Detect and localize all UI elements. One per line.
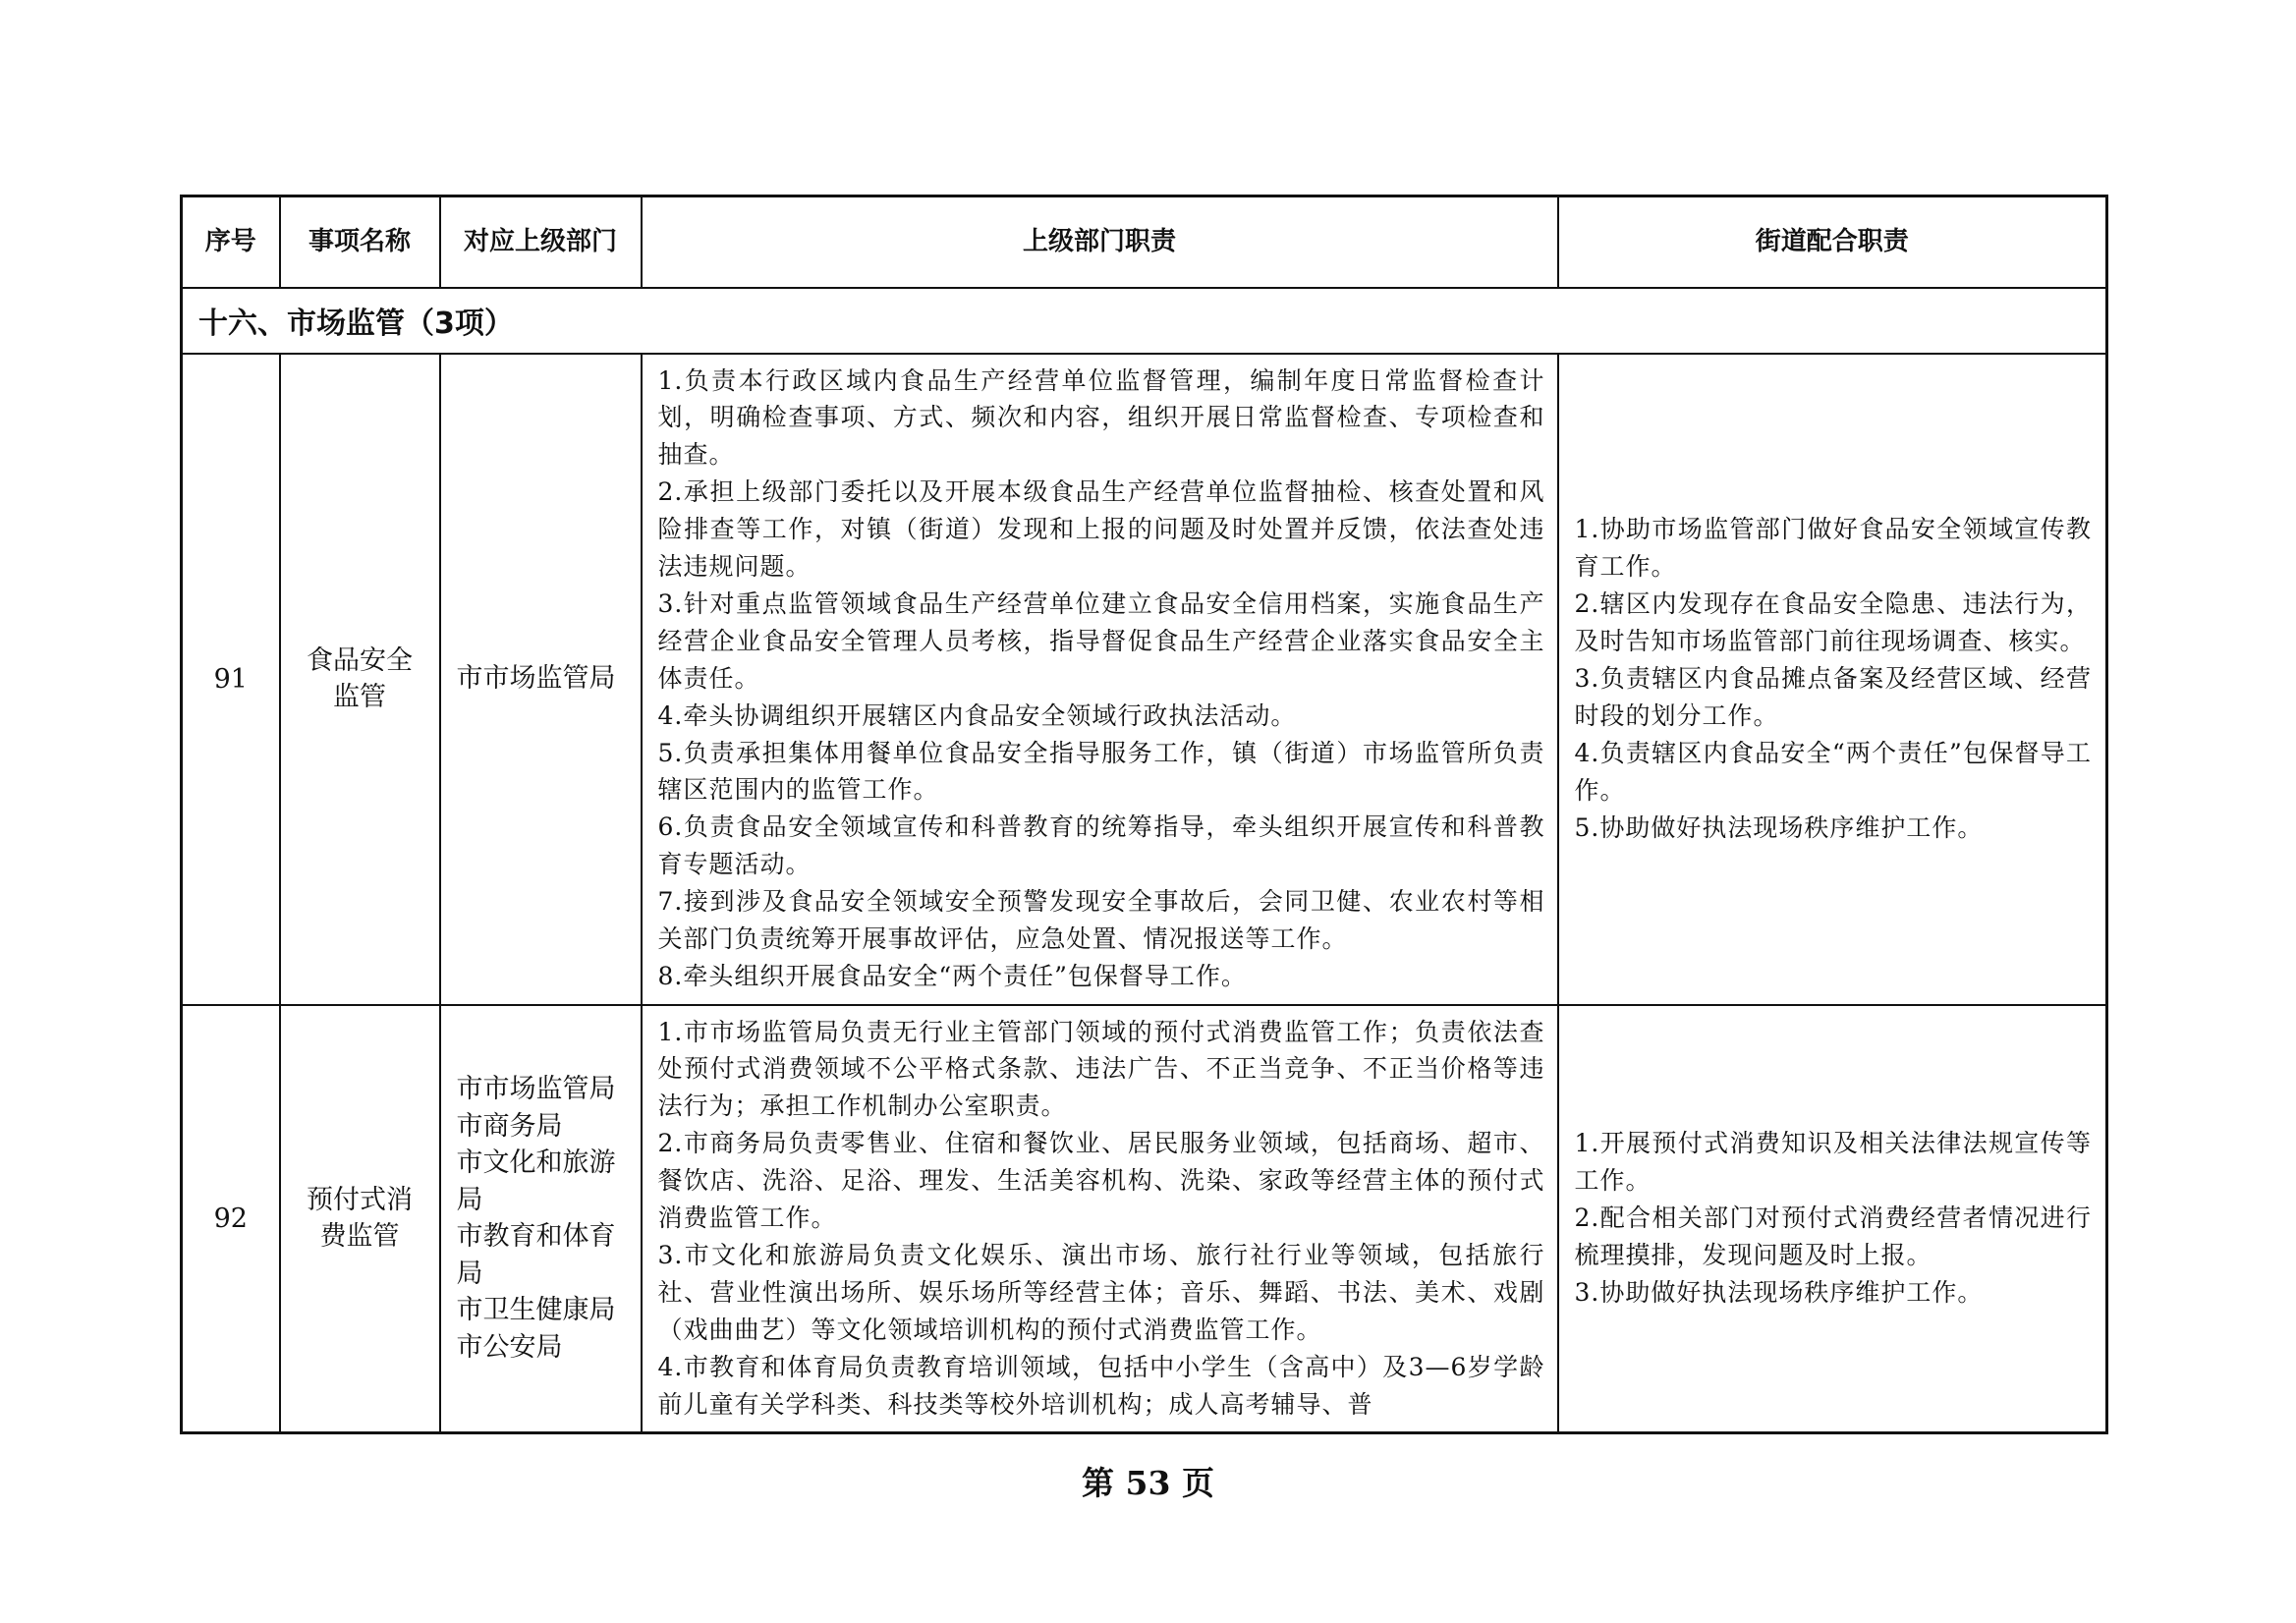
department-item: 市市场监管局 <box>456 1074 616 1105</box>
table-row <box>182 354 2107 1005</box>
page-number: 第 53 页 <box>1082 1464 1214 1502</box>
duty-item: 8.牵头组织开展食品安全“两个责任”包保督导工作。 <box>657 962 1247 990</box>
street-duty-item: 4.负责辖区内食品安全“两个责任”包保督导工作。 <box>1574 738 2092 805</box>
street-duty-item: 5.协助做好执法现场秩序维护工作。 <box>1574 812 1984 842</box>
duty-item: 4.市教育和体育局负责教育培训领域，包括中小学生（含高中）及3—6岁学龄前儿童有关学科类、科技类等校外培训机构；成人高考辅导、普 <box>657 1352 1545 1419</box>
duty-item: 7.接到涉及食品安全领域安全预警发现安全事故后，会同卫健、农业农村等相关部门负责统筹开展事故评估，应急处置、情况报送等工作。 <box>657 887 1545 954</box>
street-duty-item: 2.辖区内发现存在食品安全隐患、违法行为，及时告知市场监管部门前往现场调查、核实。 <box>1574 589 2092 656</box>
duty-item: 5.负责承担集体用餐单位食品安全指导服务工作，镇（街道）市场监管所负责辖区范围内的监管工作。 <box>657 738 1545 805</box>
row-street-duties <box>1558 354 2107 1005</box>
section-title: 十六、市场监管（3项） <box>182 288 2107 354</box>
department-item: 市商务局 <box>456 1110 563 1142</box>
row-index: 92 <box>182 1005 280 1433</box>
row-departments <box>440 1005 642 1433</box>
header-department: 对应上级部门 <box>440 196 642 288</box>
table-row <box>182 1005 2107 1433</box>
department-item: 市卫生健康局 <box>456 1295 616 1326</box>
department-item: 市市场监管局 <box>456 663 616 695</box>
row-departments <box>440 354 642 1005</box>
street-duty-item: 1.开展预付式消费知识及相关法律法规宣传等工作。 <box>1574 1129 2092 1196</box>
header-index: 序号 <box>182 196 280 288</box>
duty-item: 2.市商务局负责零售业、住宿和餐饮业、居民服务业领域，包括商场、超市、餐饮店、洗浴、足浴、理发、生活美容机构、洗染、家政等经营主体的预付式消费监管工作。 <box>657 1129 1545 1233</box>
row-upper-duties <box>642 1005 1558 1433</box>
row-item-name: 预付式消费监管 <box>280 1005 440 1433</box>
street-duty-item: 3.协助做好执法现场秩序维护工作。 <box>1574 1278 1984 1308</box>
row-index: 91 <box>182 354 280 1005</box>
street-duty-item: 2.配合相关部门对预付式消费经营者情况进行梳理摸排，发现问题及时上报。 <box>1574 1203 2092 1270</box>
street-duty-item: 1.协助市场监管部门做好食品安全领域宣传教育工作。 <box>1574 515 2092 582</box>
department-item: 市教育和体育局 <box>456 1221 616 1289</box>
header-street-duties: 街道配合职责 <box>1558 196 2107 288</box>
table-header-row <box>182 196 2107 288</box>
row-item-name: 食品安全监管 <box>280 354 440 1005</box>
duty-item: 3.市文化和旅游局负责文化娱乐、演出市场、旅行社行业等领域，包括旅行社、营业性演出场所、娱乐场所等经营主体；音乐、舞蹈、书法、美术、戏剧（戏曲曲艺）等文化领域培训机构的预付式消费监管工作。 <box>657 1240 1545 1344</box>
duty-item: 1.市市场监管局负责无行业主管部门领域的预付式消费监管工作；负责依法查处预付式消费领域不公平格式条款、违法广告、不正当竞争、不正当价格等违法行为；承担工作机制办公室职责。 <box>657 1017 1545 1121</box>
department-item: 市文化和旅游局 <box>456 1147 616 1215</box>
duty-item: 2.承担上级部门委托以及开展本级食品生产经营单位监督抽检、核查处置和风险排查等工作，对镇（街道）发现和上报的问题及时处置并反馈，依法查处违法违规问题。 <box>657 477 1545 582</box>
header-upper-duties: 上级部门职责 <box>642 196 1558 288</box>
duty-item: 3.针对重点监管领域食品生产经营单位建立食品安全信用档案，实施食品生产经营企业食品安全管理人员考核，指导督促食品生产经营企业落实食品安全主体责任。 <box>657 588 1545 693</box>
header-item-name: 事项名称 <box>280 196 440 288</box>
duty-item: 4.牵头协调组织开展辖区内食品安全领域行政执法活动。 <box>657 700 1297 730</box>
section-row <box>182 288 2107 354</box>
department-item: 市公安局 <box>456 1331 563 1363</box>
duty-item: 1.负责本行政区域内食品生产经营单位监督管理，编制年度日常监督检查计划，明确检查事项、方式、频次和内容，组织开展日常监督检查、专项检查和抽查。 <box>657 365 1545 470</box>
row-street-duties <box>1558 1005 2107 1433</box>
row-upper-duties <box>642 354 1558 1005</box>
duty-table <box>180 195 2108 1434</box>
street-duty-item: 3.负责辖区内食品摊点备案及经营区域、经营时段的划分工作。 <box>1574 664 2092 730</box>
duty-item: 6.负责食品安全领域宣传和科普教育的统筹指导，牵头组织开展宣传和科普教育专题活动。 <box>657 812 1545 879</box>
